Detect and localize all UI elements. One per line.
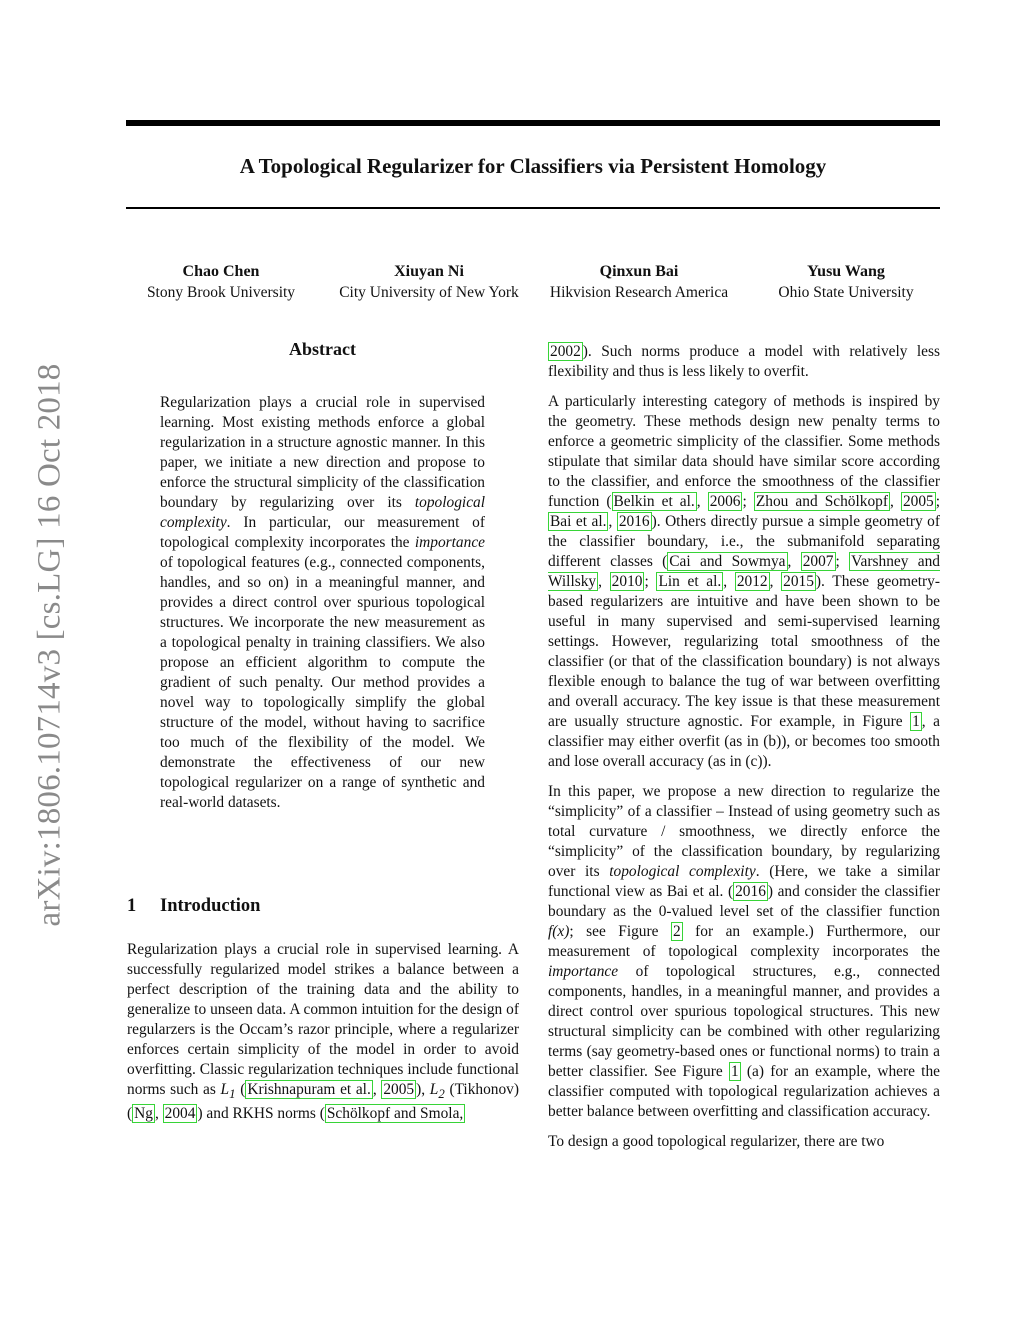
body-text: ). These geometry-based regularizers are intuitive and have been shown to be useful in many supervised and semi-supervised learning settings. However, regularizing total smoothness of the classifier (or that of the classification boundary) is not always flexible enough to balance the tug of war between overfitting and overall accuracy. The key issue is that these measurement are usually structure agnostic. For example, in Figure xyxy=(548,573,940,730)
citation-link[interactable]: 2010 xyxy=(611,573,643,590)
body-text: for an example.) Furthermore, our measurement of topological complexity incorporates the xyxy=(548,923,940,960)
citation-link[interactable]: 2005 xyxy=(383,1081,415,1098)
abstract-text: . In particular, our measurement of topological complexity incorporates the xyxy=(160,514,485,551)
author-2 xyxy=(324,262,534,304)
citation-link[interactable]: 2016 xyxy=(618,513,650,530)
author-affiliation: Hikvision Research America xyxy=(549,284,729,301)
math-sub: 1 xyxy=(229,1087,236,1102)
figure-ref-link[interactable]: 2 xyxy=(672,923,681,940)
body-paragraph xyxy=(548,782,940,1122)
author-1 xyxy=(126,262,316,304)
citation-link[interactable]: Cai and Sowmya xyxy=(669,553,786,570)
body-text: ). Others directly pursue a simple geometry of the classifier boundary, i.e., the submanifold separating different classes ( xyxy=(548,513,940,570)
citation-link[interactable]: Lin et al. xyxy=(658,573,722,590)
citation-link[interactable]: 2012 xyxy=(736,573,768,590)
citation-link[interactable]: Ng xyxy=(134,1105,153,1123)
abstract-emphasis: importance xyxy=(414,534,485,551)
body-text: and RKHS norms xyxy=(202,1105,320,1123)
math-var: L xyxy=(429,1081,439,1098)
author-affiliation: Ohio State University xyxy=(778,284,914,301)
author-3 xyxy=(536,262,742,304)
abstract-body xyxy=(160,393,485,823)
body-paragraph xyxy=(548,342,940,382)
author-name: Yusu Wang xyxy=(807,263,885,280)
figure-ref-link[interactable]: 1 xyxy=(912,713,920,730)
author-affiliation: City University of New York xyxy=(339,284,519,301)
body-text: , a classifier may either overfit (as in (b)), or becomes too smooth and lose overall accuracy (as in (c)). xyxy=(548,713,941,770)
figure-ref-link[interactable]: 1 xyxy=(730,1063,739,1080)
body-paragraph xyxy=(548,1132,940,1152)
math-sub: 2 xyxy=(438,1087,445,1102)
citation-link[interactable]: 2006 xyxy=(709,493,741,510)
paper-title: A Topological Regularizer for Classifiers via Persistent Homology xyxy=(239,154,827,178)
citation-link[interactable]: 2002 xyxy=(550,343,581,360)
citation-link[interactable]: Belkin et al. xyxy=(613,493,695,510)
title-rule-top xyxy=(126,120,940,126)
citation-link[interactable]: 2007 xyxy=(802,553,834,570)
citation-link[interactable]: 2015 xyxy=(783,573,814,590)
body-text: (Tikhonov) xyxy=(444,1081,519,1098)
author-name: Qinxun Bai xyxy=(599,263,679,280)
citation-link[interactable]: Bai et al. xyxy=(550,513,607,530)
math-var: L xyxy=(220,1081,230,1098)
intro-paragraph: Regularization plays a crucial role in supervised learning. A successfully regularized model strikes a balance between a perfect description of the training data and the ability to generalize to unseen data. A common intuition for the design of regularzers is the Occam’s razor principle, where a regularizer enforces certain simplicity of the model in order to avoid overfitting. Classic regularization techniques include functional norms such as $L_1$ ( Krishnapuram et al. , 2005 ), $L_2$ (Tikhonov) ( Ng , 2004 ) and RKHS norms ( Schölkopf and Smola, xyxy=(127,941,519,1123)
citation-link[interactable]: Krishnapuram et al. xyxy=(247,1081,371,1098)
body-text: ). Such norms produce a model with relatively less flexibility and thus is less likely to overfit. xyxy=(548,343,940,380)
abstract-paragraph xyxy=(160,393,485,813)
author-affiliation: Stony Brook University xyxy=(146,284,296,301)
citation-link[interactable]: 2005 xyxy=(902,493,934,510)
section-number: 1 xyxy=(127,896,137,916)
citation-link[interactable]: Varshney and Willsky xyxy=(548,553,940,590)
body-text: ) and consider the classifier boundary as the 0-valued level set of the classifier function xyxy=(548,883,941,920)
right-column-body xyxy=(548,342,940,1162)
body-text: In this paper, we propose a new direction to regularize the “simplicity” of a classifier – Instead of using geometry such as total curvature / smoothness, we directly enforce the “simplicity” of the classification boundary, by regularizing over its xyxy=(548,783,940,880)
citation-link[interactable]: 2004 xyxy=(164,1105,196,1123)
title-rule-bottom xyxy=(126,207,940,209)
arxiv-identifier: arXiv:1806.10714v3 [cs.LG] 16 Oct 2018 xyxy=(31,363,68,927)
body-text: (a) for an example, where the classifier computed with topological regularization achieves a better balance between overfitting and classification accuracy. xyxy=(548,1063,940,1120)
citation-link[interactable]: Zhou and Schölkopf xyxy=(755,493,888,510)
body-text: A particularly interesting category of methods is inspired by the geometry. These methods design new penalty terms to enforce a geometric simplicity of the classifier. Some methods stipulate that similar data should have similar score according to the classifier, and enforce the smoothness of the classifier function ( xyxy=(548,393,940,510)
citation-link[interactable]: Schölkopf and Smola, xyxy=(326,1105,464,1123)
section-heading-introduction xyxy=(127,896,260,917)
section-title: Introduction xyxy=(160,896,261,916)
body-text: . (Here, we take a similar functional view as Bai et al. ( xyxy=(548,863,940,900)
body-text: of topological structures, e.g., connected components, handles, in a meaningful manner, and provides a direct control over spurious topological structures. This new structural simplicity can be combined with other regularizing terms (say geometry-based ones or functional norms) to train a better classifier. See Figure xyxy=(548,963,940,1080)
body-text: To design a good topological regularizer, there are two xyxy=(548,1133,885,1150)
author-4 xyxy=(755,262,937,304)
citation-link[interactable]: 2016 xyxy=(735,883,766,900)
math-expression: f(x) xyxy=(548,923,570,940)
abstract-text: of topological features (e.g., connected components, handles, and so on) in a meaningful manner, and provides a direct control over spurious topological structures. We incorporate the new measurement as a topological penalty in training classifiers. We also propose an efficient algorithm to compute the gradient of such penalty. Our method provides a novel way to topologically simplify the global structure of the model, without having to sacrifice too much of the flexibility of the model. We demonstrate the effectiveness of our new topological regularizer on a range of synthetic and real-world datasets. xyxy=(160,554,485,811)
abstract-text: Regularization plays a crucial role in supervised learning. Most existing methods enforce a global regularization in a structure agnostic manner. In this paper, we initiate a new direction and propose to enforce the structural simplicity of the classification boundary by regularizing over its xyxy=(160,394,485,511)
body-text: ; see Figure xyxy=(569,923,671,940)
author-name: Xiuyan Ni xyxy=(394,263,464,280)
body-text: Regularization plays a crucial role in supervised learning. A successfully regularized model strikes a balance between a perfect description of the training data and the ability to generalize to unseen data. A common intuition for the design of regularzers is the Occam’s razor principle, where a regularizer enforces certain simplicity of the model in order to avoid overfitting. Classic regularization techniques include functional norms such as xyxy=(127,941,519,1098)
left-column-body xyxy=(127,940,519,1134)
author-name: Chao Chen xyxy=(182,263,260,280)
abstract-heading: Abstract xyxy=(289,339,356,359)
body-emphasis: importance xyxy=(548,963,619,980)
abstract-emphasis: topological complexity xyxy=(160,494,485,531)
body-emphasis: topological complexity xyxy=(609,863,756,880)
body-paragraph: A particularly interesting category of methods is inspired by the geometry. These methods design new penalty terms to enforce a geometric simplicity of the classifier. Some methods stipulate that similar data should have similar score according to the classifier, and enforce the smoothness of the classifier function ( Belkin et al. , 2006 ; Zhou and Schölkopf , 2005 ; Bai et al. , 2016 ). Others directly pursue a simple geometry of the classifier boundary, i.e., the submanifold separating different classes ( Cai and Sowmya , 2007 ; Varshney and Willsky , 2010 ; Lin et al. , 2012 , 2015 ). These geometry-based regularizers are intuitive and have been shown to be useful in many supervised and semi-supervised learning settings. However, regularizing total smoothness of the classifier (or that of the classification boundary) is not always flexible enough to balance the tug of war between overfitting and overall accuracy. The key issue is that these measurement are usually structure agnostic. For example, in Figure 1 , a classifier may either overfit (as in (b)), or becomes too smooth and lose overall accuracy (as in (c)). xyxy=(548,393,941,770)
